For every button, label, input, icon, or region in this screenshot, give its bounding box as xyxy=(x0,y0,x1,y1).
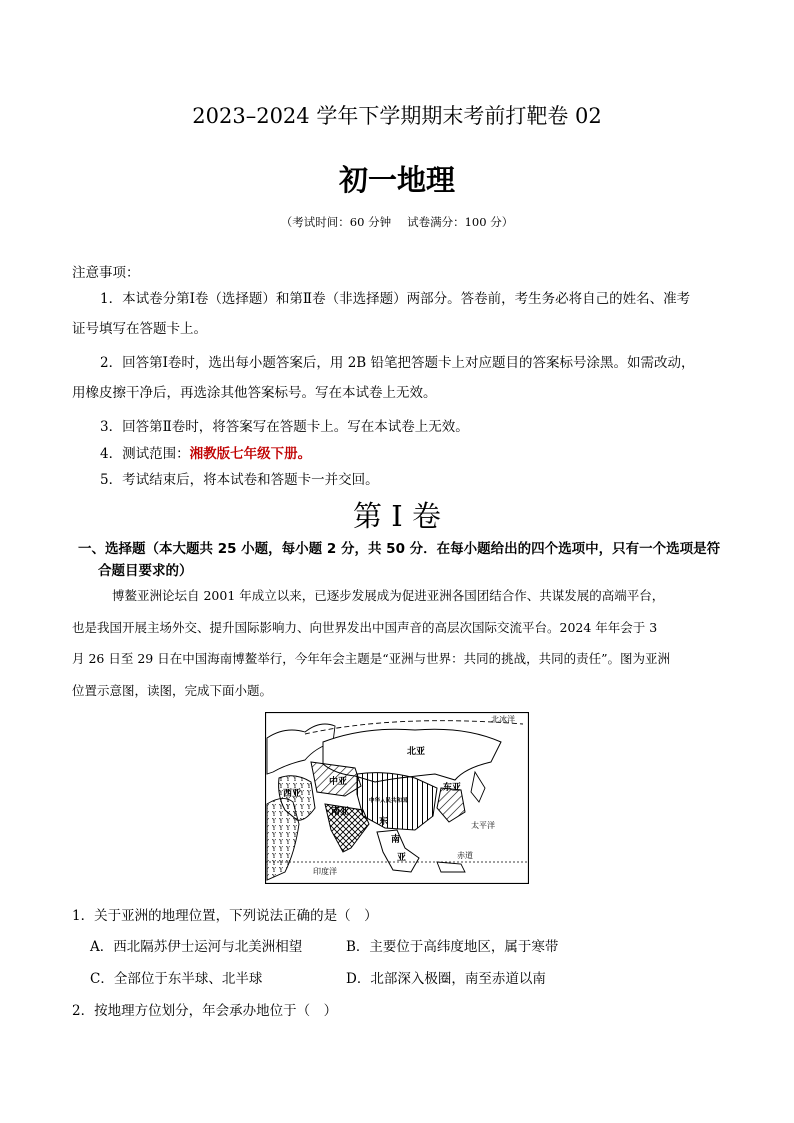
question-1-option-a: A．西北隔苏伊士运河与北美洲相望 xyxy=(90,939,303,955)
passage-line2: 也是我国开展主场外交、提升国际影响力、向世界发出中国声音的高层次国际交流平台。2024 年年会于 3 xyxy=(72,619,658,635)
question-1-stem: 1．关于亚洲的地理位置，下列说法正确的是（ ） xyxy=(72,908,378,924)
notice-item-5-text: 5．考试结束后，将本试卷和答题卡一并交回。 xyxy=(100,472,379,488)
notice-item-1 xyxy=(72,284,722,344)
full-score: 试卷满分：100 分） xyxy=(407,215,514,229)
test-range: 湘教版七年级下册。 xyxy=(189,446,312,462)
passage-line4: 位置示意图，读图，完成下面小题。 xyxy=(72,682,273,698)
exam-time: （考试时间：60 分钟 xyxy=(280,215,392,229)
notice-item-1-line2: 证号填写在答题卡上。 xyxy=(72,321,207,337)
label-central-asia: 中亚 xyxy=(329,777,348,787)
label-southeast-asia: 亚 xyxy=(397,853,407,863)
label-east-asia: 东亚 xyxy=(443,783,462,793)
label-equator: 赤道 xyxy=(457,851,473,860)
question-1-option-b: B．主要位于高纬度地区，属于寒带 xyxy=(346,939,559,955)
subject-title: 初一地理 xyxy=(338,163,455,197)
passage-line1: 博鳌亚洲论坛自 2001 年成立以来，已逐步发展成为促进亚洲各国团结合作、共谋发展的高端平台， xyxy=(112,588,665,603)
notice-item-5 xyxy=(72,465,722,495)
question-1-option-d: D．北部深入极圈，南至赤道以南 xyxy=(346,971,546,987)
label-north-asia: 北亚 xyxy=(407,747,426,757)
label-prc: 中华人民共和国 xyxy=(369,798,408,804)
reading-passage xyxy=(72,580,724,706)
volume-title: 第 I 卷 xyxy=(353,499,441,533)
asia-map xyxy=(265,712,529,884)
notice-item-1-line1: 1．本试卷分第Ⅰ卷（选择题）和第Ⅱ卷（非选择题）两部分。答卷前，考生务必将自己的姓名、准考 xyxy=(100,291,691,307)
notice-item-2-line1: 2．回答第Ⅰ卷时，选出每小题答案后，用 2B 铅笔把答题卡上对应题目的答案标号涂黑。如需改动， xyxy=(100,355,695,371)
question-2-stem: 2．按地理方位划分，年会承办地位于（ ） xyxy=(72,1003,338,1019)
section-heading xyxy=(78,538,728,582)
question-1-option-c: C．全部位于东半球、北半球 xyxy=(90,971,263,987)
label-pacific-ocean: 太平洋 xyxy=(471,821,495,830)
exam-title: 2023–2024 学年下学期期末考前打靶卷 02 xyxy=(192,104,602,128)
label-southeast-east: 东 xyxy=(379,817,389,827)
notice-label: 注意事项： xyxy=(72,265,140,281)
notice-item-2 xyxy=(72,348,722,408)
notice-item-3-text: 3．回答第Ⅱ卷时，将答案写在答题卡上。写在本试卷上无效。 xyxy=(100,419,469,435)
label-indian-ocean: 印度洋 xyxy=(313,867,337,876)
label-west-asia: 西亚 xyxy=(283,789,302,799)
notice-item-2-line2: 用橡皮擦干净后，再选涂其他答案标号。写在本试卷上无效。 xyxy=(72,385,437,401)
notice-item-3 xyxy=(72,412,722,442)
label-arctic-ocean: 北冰洋 xyxy=(491,715,515,724)
label-south-asia: 南亚 xyxy=(331,807,350,817)
label-southeast-south: 南 xyxy=(391,835,401,845)
section-heading-line1: 一、选择题（本大题共 25 小题，每小题 2 分，共 50 分．在每小题给出的四个选项中，只有一个选项是符 xyxy=(78,541,721,557)
section-heading-line2: 合题目要求的） xyxy=(98,563,193,579)
notice-item-4-prefix: 4．测试范围： xyxy=(100,446,190,462)
exam-info xyxy=(0,214,794,230)
passage-line3: 月 26 日至 29 日在中国海南博鳌举行，今年年会主题是“亚洲与世界：共同的挑战，共同的责任”。图为亚洲 xyxy=(72,651,670,666)
